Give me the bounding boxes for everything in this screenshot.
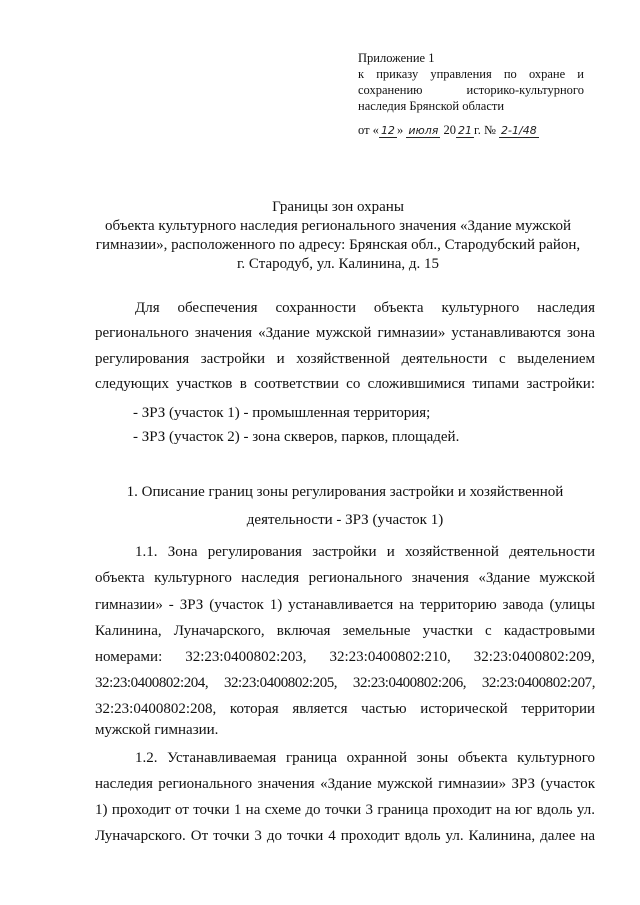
section-heading: 1. Описание границ зоны регулирования застройки и хозяйственной: [126, 484, 564, 500]
title-line: объекта культурного наследия регионального значения «Здание мужской: [104, 218, 572, 234]
handwritten-year: 21: [458, 124, 472, 137]
intro-line: Для обеспечения сохранности объекта культурного наследия: [135, 300, 595, 316]
order-date-line: [358, 123, 539, 138]
date-separator: »: [396, 123, 404, 137]
appendix-line: к приказу управления по охране и: [358, 67, 584, 81]
paragraph-line: Калинина, Луначарского, включая земельные участки с кадастровыми: [95, 623, 595, 639]
document-title: [90, 198, 586, 274]
paragraph-line: Луначарского. От точки 3 до точки 4 проходит вдоль ул. Калинина, далее на: [95, 828, 595, 844]
title-line: Границы зон охраны: [272, 199, 404, 215]
section-heading: деятельности - ЗРЗ (участок 1): [246, 512, 444, 528]
number-label: г. №: [474, 123, 496, 137]
paragraph-line: 32:23:0400802:208, которая является частью исторической территории: [95, 701, 595, 717]
intro-line: следующих участков в соответствии со сложившимися типами застройки:: [95, 376, 595, 392]
appendix-header: [358, 50, 584, 114]
title-line: г. Стародуб, ул. Калинина, д. 15: [236, 256, 440, 272]
paragraph-line: 1.2. Устанавливаемая граница охранной зоны объекта культурного: [135, 750, 595, 766]
title-line: гимназии», расположенного по адресу: Брянская обл., Стародубский район,: [95, 237, 581, 253]
appendix-line: сохранению историко-культурного: [358, 83, 584, 97]
appendix-line: наследия Брянской области: [358, 99, 505, 113]
paragraph-line: мужской гимназии.: [95, 722, 219, 738]
paragraph-line: гимназии» - ЗРЗ (участок 1) устанавливается на территорию завода (улицы: [95, 597, 595, 613]
appendix-line: Приложение 1: [358, 51, 435, 65]
intro-line: регулирования застройки и хозяйственной деятельности с выделением: [95, 351, 595, 367]
intro-line: регионального значения «Здание мужской гимназии» устанавливаются зона: [95, 325, 595, 341]
bullet-item: - ЗРЗ (участок 2) - зона скверов, парков, площадей.: [133, 429, 460, 445]
paragraph-line: 1) проходит от точки 1 на схеме до точки 3 граница проходит на юг вдоль ул.: [95, 802, 595, 818]
year-prefix: 20: [443, 123, 456, 137]
handwritten-number: 2-1/48: [501, 124, 537, 137]
paragraph-line: 32:23:0400802:204, 32:23:0400802:205, 32:23:0400802:206, 32:23:0400802:207,: [95, 675, 595, 691]
paragraph-line: номерами: 32:23:0400802:203, 32:23:0400802:210, 32:23:0400802:209,: [95, 649, 595, 665]
handwritten-day: 12: [380, 124, 395, 137]
date-prefix: от «: [358, 123, 379, 137]
bullet-item: - ЗРЗ (участок 1) - промышленная территория;: [133, 405, 431, 421]
paragraph-line: объекта культурного наследия регионального значения «Здание мужской: [95, 570, 595, 586]
paragraph-line: наследия регионального значения «Здание мужской гимназии» ЗРЗ (участок: [95, 776, 595, 792]
paragraph-line: 1.1. Зона регулирования застройки и хозяйственной деятельности: [135, 544, 595, 560]
handwritten-month: июля: [408, 124, 439, 137]
